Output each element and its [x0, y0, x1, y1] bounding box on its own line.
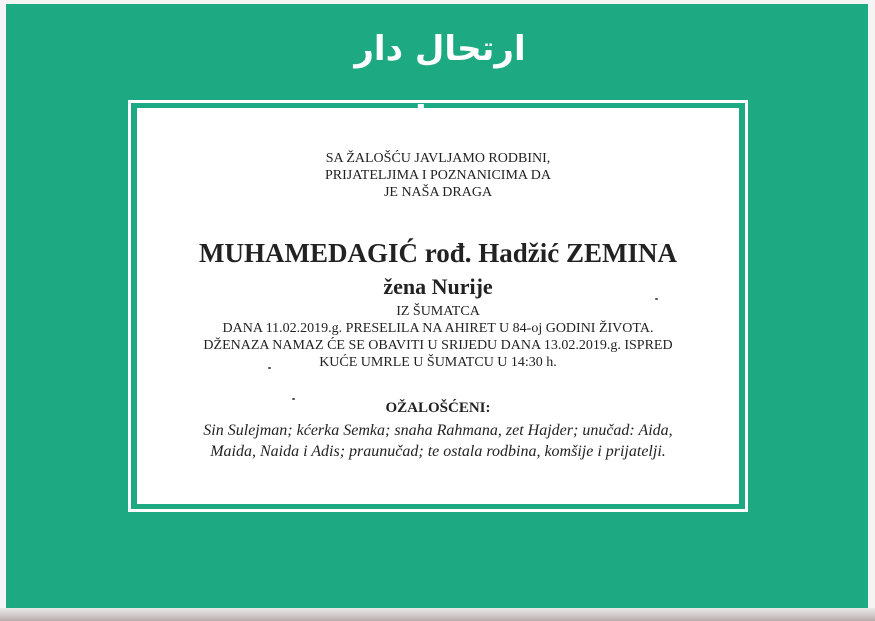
- deceased-name: MUHAMEDAGIĆ rođ. Hadžić ZEMINA: [199, 238, 677, 268]
- details-line-1: DANA 11.02.2019.g. PRESELILA NA AHIRET U 84-oj GODINI ŽIVOTA.: [222, 321, 654, 336]
- scan-bottom-edge: [0, 608, 875, 621]
- mourners-line-1: Sin Sulejman; kćerka Semka; snaha Rahmana, zet Hajder; unučad: Aida,: [203, 422, 673, 439]
- mourners-line-2: Maida, Naida i Adis; praunučad; te ostala rodbina, komšije i prijatelji.: [210, 443, 666, 460]
- arabic-calligraphy-heading: ارتحال دار: [354, 29, 526, 69]
- details-line-3: KUĆE UMRLE U ŠUMATCU U 14:30 h.: [319, 355, 557, 370]
- intro-line-3: JE NAŠA DRAGA: [383, 185, 493, 200]
- intro-line-1: SA ŽALOŠĆU JAVLJAMO RODBINI,: [325, 151, 551, 166]
- notice-panel: [137, 108, 739, 504]
- mourners-heading: OŽALOŠĆENI:: [385, 400, 491, 416]
- scan-speck: [655, 298, 658, 300]
- intro-line-2: PRIJATELJIMA I POZNANICIMA DA: [325, 168, 551, 183]
- spouse-line: žena Nurije: [383, 274, 493, 299]
- origin-line: IZ ŠUMATCA: [396, 304, 480, 319]
- scan-speck: [268, 367, 271, 369]
- details-line-2: DŽENAZA NAMAZ ĆE SE OBAVITI U SRIJEDU DANA 13.02.2019.g. ISPRED: [203, 338, 673, 353]
- scan-speck: [292, 398, 295, 400]
